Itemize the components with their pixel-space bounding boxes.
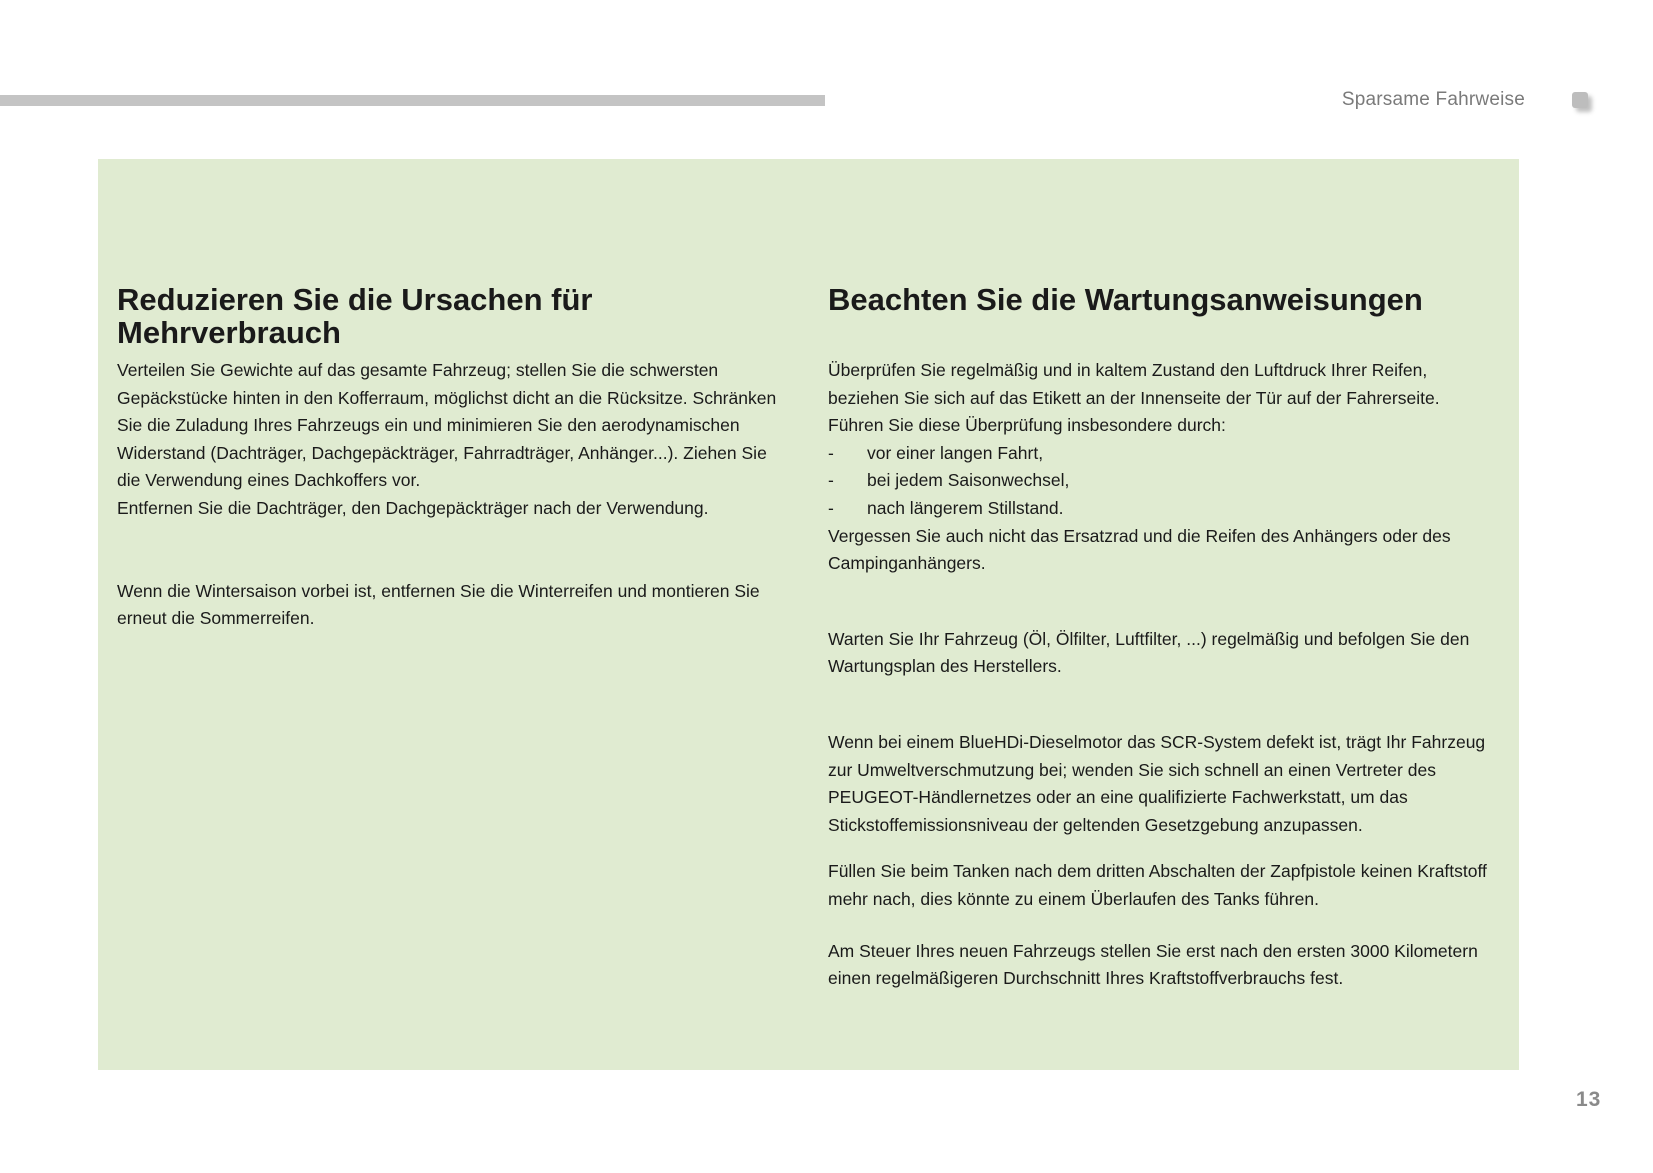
section-marker-icon — [1572, 92, 1588, 108]
list-item — [828, 440, 1498, 468]
list-item-text: nach längerem Stillstand. — [867, 497, 1064, 518]
right-paragraph-spare-wheel: Vergessen Sie auch nicht das Ersatzrad und die Reifen des Anhängers oder des Campinganhängers. — [828, 525, 1451, 574]
list-dash: - — [828, 470, 834, 491]
right-paragraph-scr-system: Wenn bei einem BlueHDi-Dieselmotor das SCR-System defekt ist, trägt Ihr Fahrzeug zur Umweltverschmutzung bei; wenden Sie sich schnell an einen Vertreter des PEUGEOT-Händlernetzes oder an eine qualifizierte Fachwerkstatt, um das Stickstoffemissionsniveau der geltenden Gesetzgebung anzupassen. — [828, 731, 1486, 835]
list-item-text: bei jedem Saisonwechsel, — [867, 470, 1070, 491]
right-paragraph-maintenance: Warten Sie Ihr Fahrzeug (Öl, Ölfilter, Luftfilter, ...) regelmäßig und befolgen Sie den Wartungsplan des Herstellers. — [828, 628, 1470, 677]
header-rule — [0, 95, 825, 106]
list-item-text: vor einer langen Fahrt, — [867, 442, 1044, 463]
right-paragraph-refuelling: Füllen Sie beim Tanken nach dem dritten Abschalten der Zapfpistole keinen Kraftstoff mehr nach, dies könnte zu einem Überlaufen des Tanks führen. — [828, 861, 1487, 909]
list-item — [828, 467, 1498, 495]
right-paragraph-tyre-pressure: Überprüfen Sie regelmäßig und in kaltem Zustand den Luftdruck Ihrer Reifen, beziehen Sie sich auf das Etikett an der Innenseite der Tür auf der Fahrerseite. — [828, 360, 1440, 408]
list-dash: - — [828, 442, 834, 463]
list-dash: - — [828, 497, 834, 518]
section-title: Sparsame Fahrweise — [1341, 89, 1525, 110]
left-paragraph-roof-racks: Entfernen Sie die Dachträger, den Dachgepäckträger nach der Verwendung. — [117, 497, 709, 518]
content-panel — [98, 159, 1519, 1070]
right-paragraph-check-intro: Führen Sie diese Überprüfung insbesondere durch: — [828, 415, 1226, 436]
left-paragraph-winter-tyres: Wenn die Wintersaison vorbei ist, entfernen Sie die Winterreifen und montieren Sie erneut die Sommerreifen. — [117, 580, 760, 629]
right-heading: Beachten Sie die Wartungsanweisungen — [828, 282, 1423, 317]
page-number: 13 — [1576, 1088, 1602, 1111]
right-paragraph-consumption: Am Steuer Ihres neuen Fahrzeugs stellen Sie erst nach den ersten 3000 Kilometern einen regelmäßigeren Durchschnitt Ihres Kraftstoffverbrauchs fest. — [828, 940, 1478, 989]
left-paragraph-weights: Verteilen Sie Gewichte auf das gesamte Fahrzeug; stellen Sie die schwersten Gepäckstücke hinten in den Kofferraum, möglichst dicht an die Rücksitze. Schränken Sie die Zuladung Ihres Fahrzeugs ein und minimieren Sie den aerodynamischen Widerstand (Dachträger, Dachgepäckträger, Fahrradträger, Anhänger...). Ziehen Sie die Verwendung eines Dachkoffers vor. — [117, 360, 777, 491]
check-occasions-list — [828, 440, 1498, 523]
left-column — [117, 283, 777, 633]
right-column — [828, 283, 1498, 993]
list-item — [828, 495, 1498, 523]
left-heading: Reduzieren Sie die Ursachen für Mehrverbrauch — [117, 282, 593, 350]
